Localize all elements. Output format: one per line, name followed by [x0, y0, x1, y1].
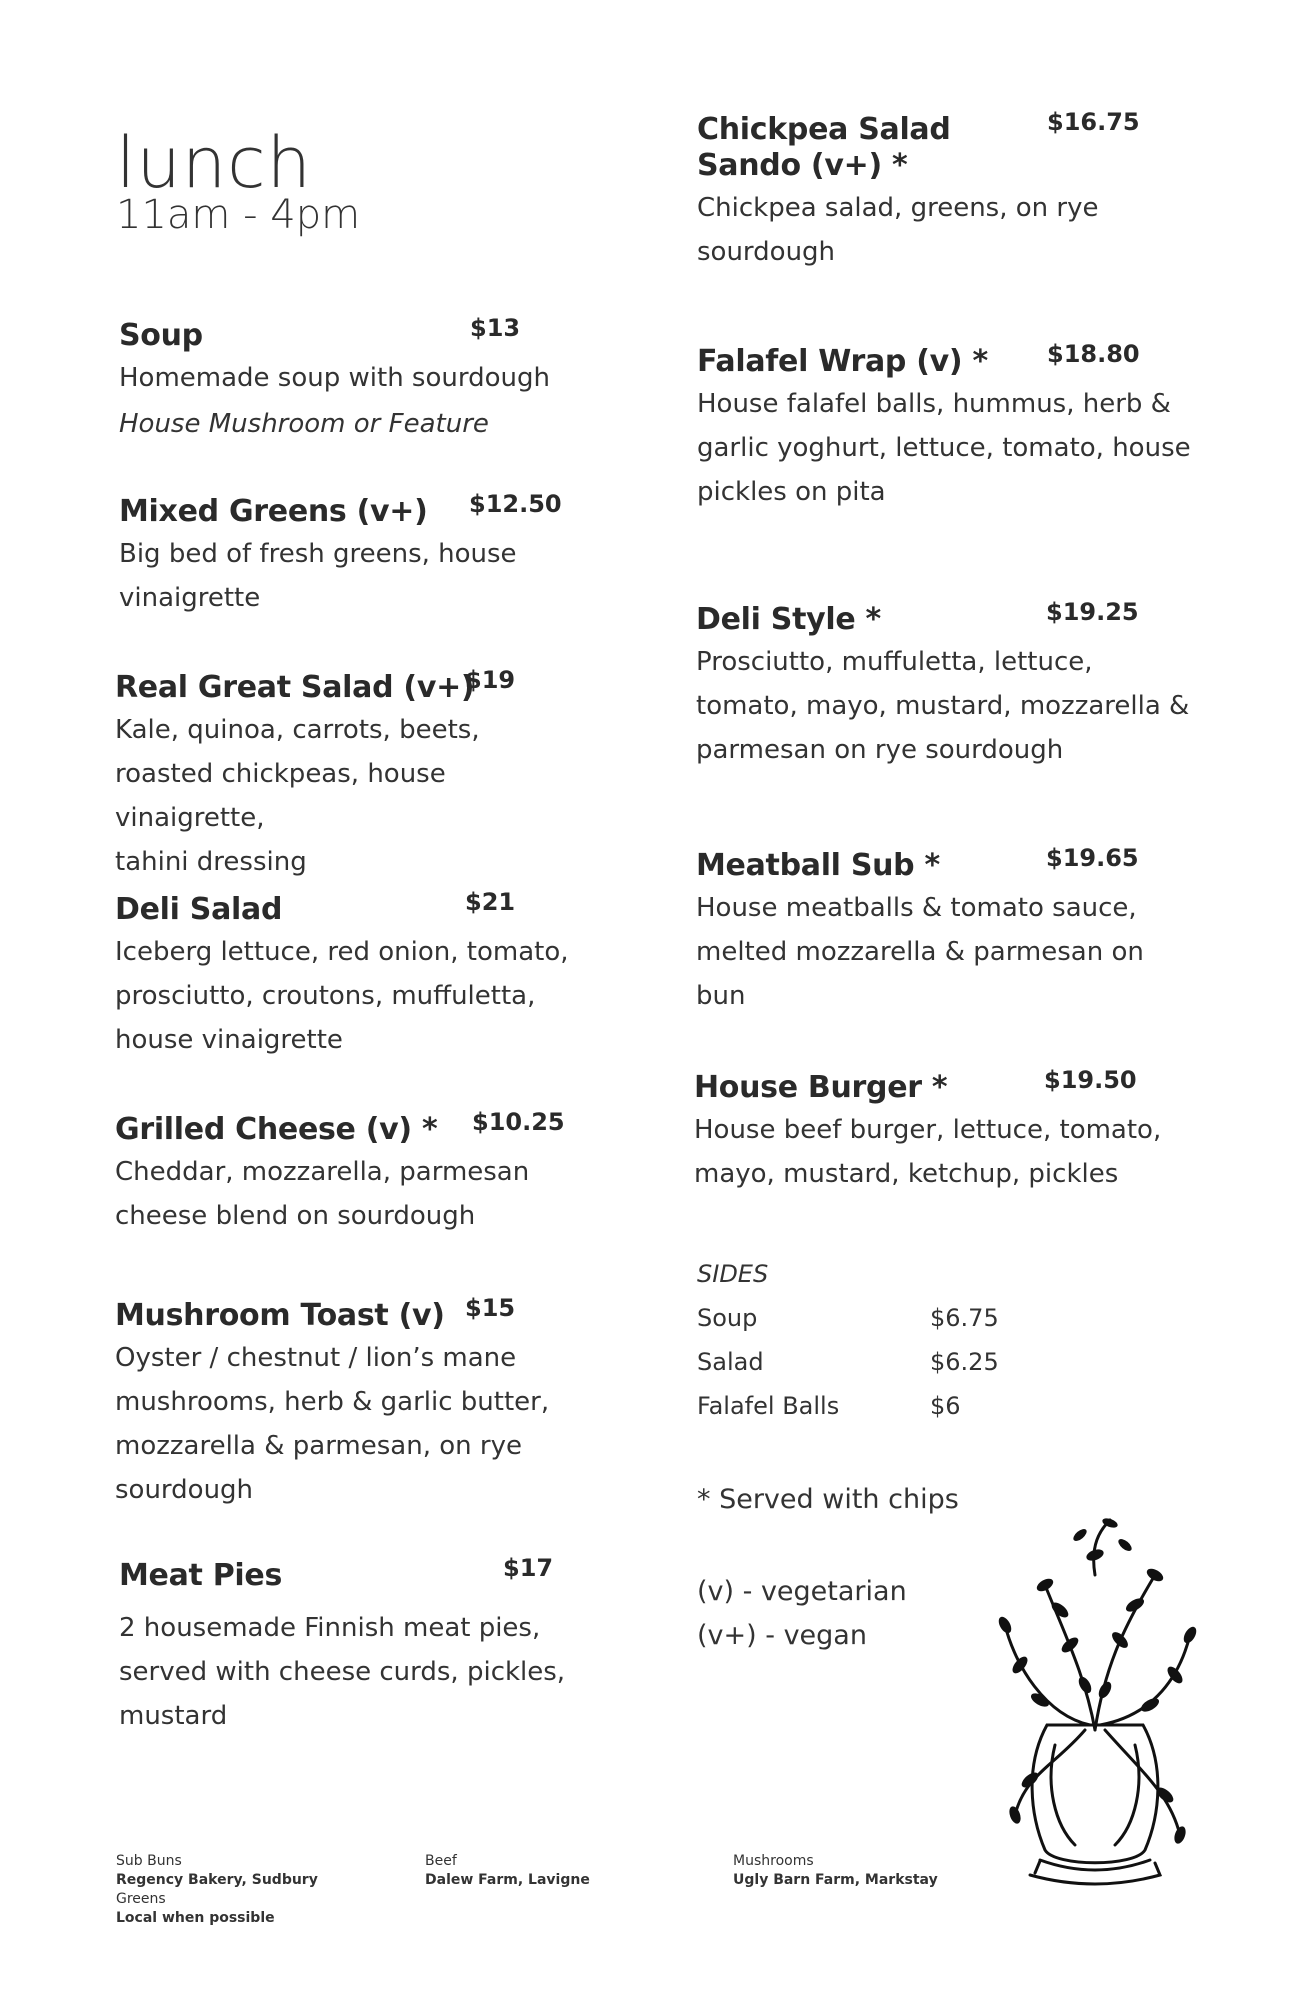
item-desc-line: bun	[696, 981, 746, 1011]
credit-label: Sub Buns	[116, 1853, 182, 1869]
item-name: Chickpea Salad	[697, 112, 951, 147]
vegan-legend: (v+) - vegan	[697, 1620, 867, 1651]
menu-item-house-burger	[694, 1066, 1194, 1196]
menu-item-deli-style	[696, 598, 1196, 772]
sides-row	[697, 1296, 999, 1340]
item-desc-line: Oyster / chestnut / lion’s mane	[115, 1343, 517, 1373]
sides-section	[697, 1252, 999, 1428]
item-price: $12.50	[469, 490, 562, 518]
menu-item-chickpea-sando	[697, 108, 1177, 274]
side-price: $6.25	[930, 1348, 999, 1376]
item-price: $18.80	[1047, 340, 1140, 368]
item-desc-line: 2 housemade Finnish meat pies,	[119, 1613, 541, 1643]
item-desc-line: prosciutto, croutons, muffuletta,	[115, 981, 536, 1011]
credit-label: Mushrooms	[733, 1853, 814, 1869]
menu-item-meat-pies	[119, 1554, 599, 1738]
item-desc-line: Iceberg lettuce, red onion, tomato,	[115, 937, 569, 967]
menu-item-meatball-sub	[696, 844, 1196, 1018]
menu-item-mushroom-toast	[115, 1294, 595, 1512]
item-desc-line: melted mozzarella & parmesan on	[696, 937, 1144, 967]
credit-value: Ugly Barn Farm, Markstay	[733, 1872, 938, 1888]
item-name: Mushroom Toast (v)	[115, 1298, 445, 1333]
item-desc-line: sourdough	[115, 1475, 254, 1505]
menu-hours: 11am - 4pm	[116, 192, 361, 238]
item-desc-line: sourdough	[697, 237, 836, 267]
side-name: Falafel Balls	[697, 1392, 840, 1420]
item-desc-line: vinaigrette	[119, 583, 261, 613]
item-desc-line: Chickpea salad, greens, on rye	[697, 193, 1099, 223]
item-desc-line: House meatballs & tomato sauce,	[696, 893, 1137, 923]
item-desc-line: tahini dressing	[115, 847, 307, 877]
potted-plant-illustration	[985, 1515, 1205, 1895]
menu-item-deli-salad	[115, 888, 595, 1062]
item-price: $19.25	[1046, 598, 1139, 626]
item-desc-line: parmesan on rye sourdough	[696, 735, 1064, 765]
item-desc-line: served with cheese curds, pickles,	[119, 1657, 566, 1687]
item-desc-line: tomato, mayo, mustard, mozzarella &	[696, 691, 1190, 721]
credit-mushrooms	[733, 1852, 938, 1890]
item-desc-line: pickles on pita	[697, 477, 886, 507]
menu-item-falafel-wrap	[697, 340, 1197, 514]
item-desc-line: mushrooms, herb & garlic butter,	[115, 1387, 550, 1417]
item-name: Meat Pies	[119, 1558, 283, 1593]
menu-item-mixed-greens	[119, 490, 562, 620]
item-name: Deli Style *	[696, 602, 881, 637]
sides-row	[697, 1340, 999, 1384]
item-desc-line: Prosciutto, muffuletta, lettuce,	[696, 647, 1093, 677]
item-desc-line: roasted chickpeas, house vinaigrette,	[115, 759, 446, 833]
credit-value: Regency Bakery, Sudbury	[116, 1872, 318, 1888]
item-price: $15	[465, 1294, 516, 1322]
chips-note: * Served with chips	[697, 1484, 959, 1515]
sides-heading: SIDES	[697, 1260, 769, 1288]
vegetarian-legend: (v) - vegetarian	[697, 1576, 907, 1607]
item-name: Grilled Cheese (v) *	[115, 1112, 438, 1147]
menu-item-real-great-salad	[115, 666, 595, 884]
item-desc-line: House Mushroom or Feature	[119, 409, 489, 439]
item-desc-line: House falafel balls, hummus, herb &	[697, 389, 1171, 419]
side-price: $6.75	[930, 1304, 999, 1332]
credit-value: Dalew Farm, Lavigne	[425, 1872, 590, 1888]
item-price: $13	[470, 314, 521, 342]
side-name: Soup	[697, 1304, 758, 1332]
item-name: Falafel Wrap (v) *	[697, 344, 988, 379]
item-desc-line: Homemade soup with sourdough	[119, 363, 550, 393]
item-name: Real Great Salad (v+)	[115, 670, 475, 705]
item-name: Soup	[119, 318, 203, 353]
item-desc-line: Cheddar, mozzarella, parmesan	[115, 1157, 530, 1187]
item-desc-line: Big bed of fresh greens, house	[119, 539, 517, 569]
credit-value: Local when possible	[116, 1910, 275, 1926]
item-price: $16.75	[1047, 108, 1140, 136]
item-price: $19.50	[1044, 1066, 1137, 1094]
item-price: $19.65	[1046, 844, 1139, 872]
item-price: $17	[503, 1554, 554, 1582]
item-desc-line: House beef burger, lettuce, tomato,	[694, 1115, 1162, 1145]
item-name: Mixed Greens (v+)	[119, 494, 428, 529]
item-desc-line: mayo, mustard, ketchup, pickles	[694, 1159, 1119, 1189]
item-name: House Burger *	[694, 1070, 948, 1105]
item-name: Deli Salad	[115, 892, 283, 927]
item-name: Meatball Sub *	[696, 848, 940, 883]
item-desc-line: mozzarella & parmesan, on rye	[115, 1431, 522, 1461]
sides-row	[697, 1384, 961, 1428]
credit-label: Beef	[425, 1853, 457, 1869]
side-price: $6	[930, 1392, 961, 1420]
credit-label: Greens	[116, 1891, 166, 1907]
menu-title: lunch	[116, 122, 313, 204]
menu-item-grilled-cheese	[115, 1108, 595, 1238]
credit-beef	[425, 1852, 590, 1890]
item-name: Sando (v+) *	[697, 148, 908, 183]
credit-sub-buns	[116, 1852, 318, 1928]
menu-item-soup	[119, 314, 559, 446]
item-desc-line: cheese blend on sourdough	[115, 1201, 476, 1231]
item-desc-line: mustard	[119, 1701, 228, 1731]
item-price: $10.25	[472, 1108, 565, 1136]
item-desc-line: house vinaigrette	[115, 1025, 343, 1055]
item-desc-line: Kale, quinoa, carrots, beets,	[115, 715, 480, 745]
side-name: Salad	[697, 1348, 764, 1376]
item-price: $21	[465, 888, 516, 916]
item-desc-line: garlic yoghurt, lettuce, tomato, house	[697, 433, 1191, 463]
item-price: $19	[465, 666, 516, 694]
